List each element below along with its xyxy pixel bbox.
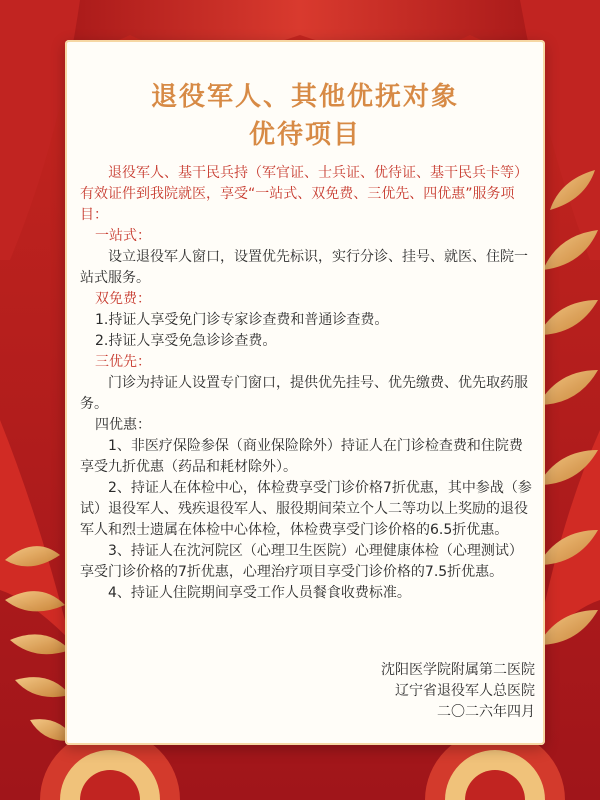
four-discounts-item: 2、持证人在体检中心，体检费享受门诊价格7折优惠，其中参战（参试）退役军人、残疾退役军人、服役期间荣立个人二等功以上奖励的退役军人和烈士遗属在体检中心体检，体检费享受门诊价格的6.5折优惠。: [80, 480, 532, 538]
section-label-one-stop: 一站式：: [95, 228, 151, 244]
page-title: 退役军人、其他优抚对象: [150, 82, 459, 112]
section-text-triple-priority: 门诊为持证人设置专门窗口，提供优先挂号、优先缴费、优先取药服务。: [80, 375, 528, 412]
section-text-one-stop: 设立退役军人窗口，设置优先标识，实行分诊、挂号、就医、住院一站式服务。: [80, 249, 528, 286]
double-free-item: 2.持证人享受免急诊诊查费。: [95, 333, 277, 349]
footer-org-1: 沈阳医学院附属第二医院: [381, 662, 535, 678]
section-label-four-discounts: 四优惠：: [95, 417, 151, 433]
four-discounts-item: 4、持证人住院期间享受工作人员餐食收费标准。: [108, 585, 411, 601]
footer-org-2: 辽宁省退役军人总医院: [395, 683, 535, 699]
notice-content: [80, 163, 535, 604]
section-label-double-free: 双免费：: [95, 291, 151, 307]
double-free-item: 1.持证人享受免门诊专家诊查费和普通诊查费。: [95, 312, 389, 328]
four-discounts-item: 3、持证人在沈河院区（心理卫生医院）心理健康体检（心理测试）享受门诊价格的7折优惠，心理治疗项目享受门诊价格的7.5折优惠。: [80, 543, 523, 580]
intro-paragraph: 退役军人、基干民兵持（军官证、士兵证、优待证、基干民兵卡等）有效证件到我院就医，享受“一站式、双免费、三优先、四优惠”服务项目：: [80, 165, 528, 223]
four-discounts-item: 1、非医疗保险参保（商业保险除外）持证人在门诊检查费和住院费享受九折优惠（药品和耗材除外）。: [80, 438, 523, 475]
section-label-triple-priority: 三优先：: [95, 354, 151, 370]
page-subtitle: 优待项目: [248, 120, 361, 150]
footer-signature: [295, 660, 535, 723]
footer-date: 二〇二六年四月: [437, 704, 535, 720]
